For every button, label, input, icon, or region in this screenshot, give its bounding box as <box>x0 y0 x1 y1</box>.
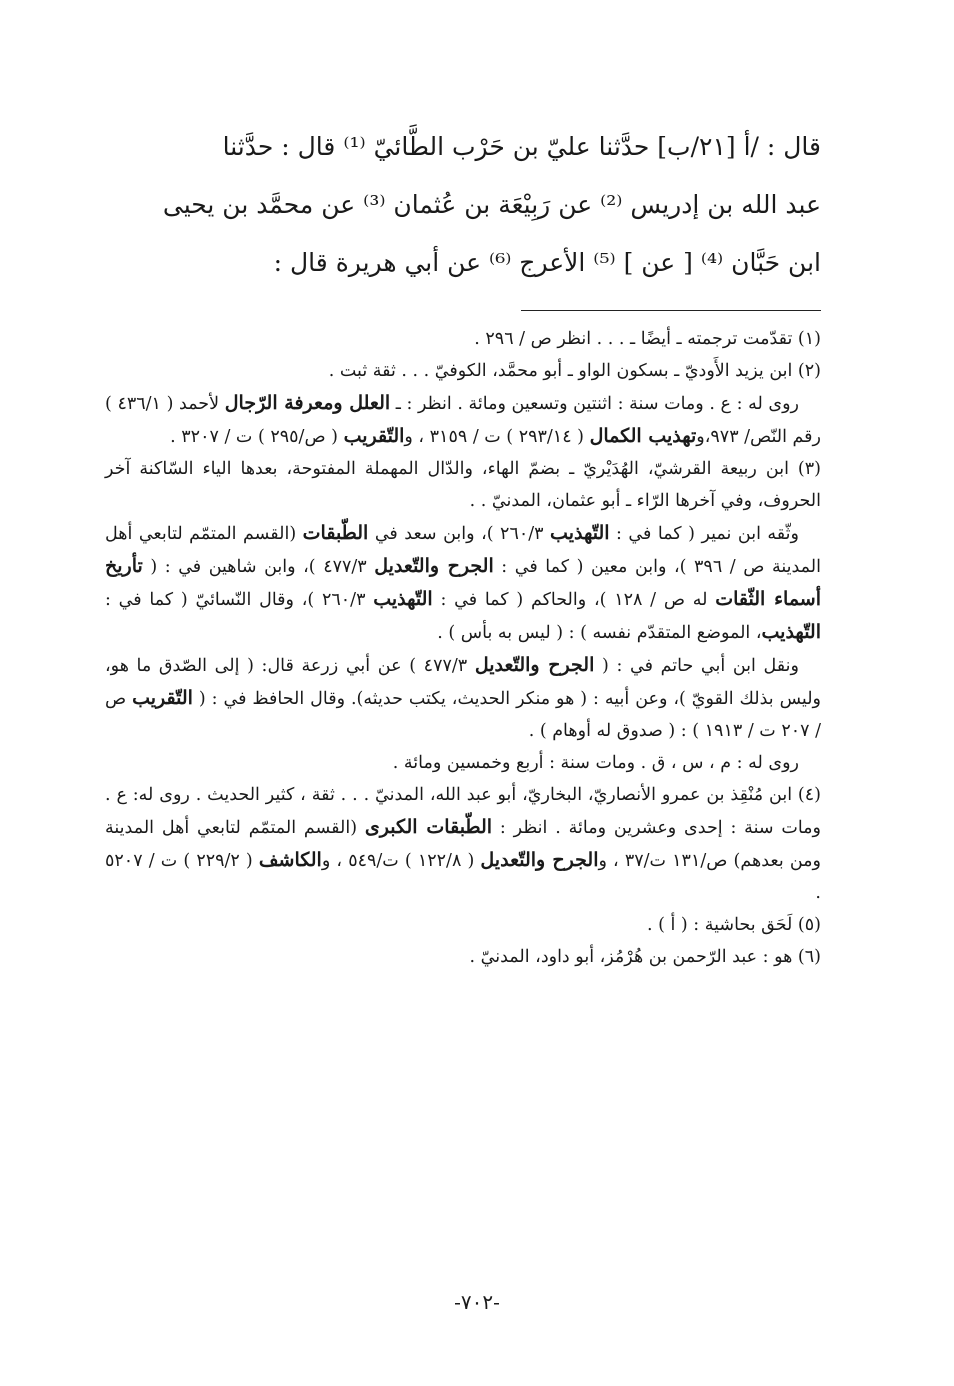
footnote-3-paragraph: ونقل ابن أبي حاتم في : ( الجرح والتّعديل ٤٧٧/٣ ) عن أبي زرعة قال: ( إلى الصّدق ما هو، وليس بذلك القويّ )، وعن أبيه : ( هو منكر الحديث، يكتب حديثه). وقال الحافظ في : ( التّقريب ص / ٢٠٧ ت / ١٩١٣ ) : ( صدوق له أوهام ) . <box>105 654 821 741</box>
book-title: تأريخ أسماء الثّقات <box>105 555 822 610</box>
footnote-4: (٤) ابن مُنْقِذ بن عمرو الأنصاريّ، البخاريّ، أبو عبد الله، المدنيّ . . . ثقة ، كثير الحديث . روى له: ع . ومات سنة : إحدى وعشرين ومائة . انظر : الطّبقات الكبرى (القسم المتمّم لتابعي أهل المدينة ومن بعدهم) ص/١٣١ ت/٣٧ ، والجرح والتّعديل ( ١٢٢/٨ ) ت/٥٤٩ ، والكاشف ( ٢٢٩/٢ ) ت / ٥٢٠٧ . <box>105 785 822 903</box>
book-title: الطّبقات الكبرى <box>364 816 493 838</box>
footnote-2-references: روى له : ع . ومات سنة : اثنتين وتسعين ومائة . انظر : ـ العلل ومعرفة الرّجال لأحمد ( ٤٣٦/١ ) رقم النّص/ ٩٧٣،وتهذيب الكمال ( ٢٩٣/١٤ ) ت / ٣١٥٩ ، والتّقريب ( ص/٢٩٥ ) ت / ٣٢٠٧ . <box>105 392 821 447</box>
main-line: عبد الله بن إدريس ⁽²⁾ عن رَبِيْعَة بن عُثمان ⁽³⁾ عن محمَّد بن يحيى <box>162 190 821 219</box>
main-line: قال : /أ [٢١/ب] حدَّثنا عليّ بن حَرْب الطَّائيّ ⁽¹⁾ قال : حدَّثنا <box>222 132 821 161</box>
book-title: الجرح والتّعديل <box>374 555 494 577</box>
book-title: تهذيب الكمال <box>589 425 697 447</box>
footnote-3: (٣) ابن ربيعة القرشيّ، الهُدَيْريّ ـ بضمّ الهاء، والدّال المهملة المفتوحة، بعدها الياء السّاكنة آخر الحروف، وفي آخرها الرّاء ـ أبو عثمان، المدنيّ . . <box>105 459 821 511</box>
book-title: التّهذيب <box>761 621 821 643</box>
main-text <box>105 118 821 292</box>
footnotes <box>105 323 821 973</box>
book-title: التّهذيب <box>373 588 433 610</box>
main-line: ابن حَبَّان ⁽⁴⁾ [ عن ] ⁽⁵⁾ الأعرج ⁽⁶⁾ عن أبي هريرة قال : <box>273 248 821 277</box>
footnote-3-paragraph: روى له : م ، س ، ق . ومات سنة : أربع وخمسين ومائة . <box>392 753 799 773</box>
page-body <box>105 118 821 973</box>
book-title: التّقريب <box>132 687 193 709</box>
book-title: الكاشف <box>258 849 322 871</box>
footnote-1: (١) تقدّمت ترجمته ـ أيضًا ـ . . . انظر ص / ٢٩٦ . <box>474 329 821 349</box>
book-title: التّهذيب <box>550 522 610 544</box>
book-title: العلل ومعرفة الرّجال <box>224 392 391 414</box>
book-title: التّقريب <box>343 425 405 447</box>
footnote-2: (٢) ابن يزيد الأَوديّ ـ بسكون الواو ـ أبو محمَّد، الكوفيّ . . . ثقة ثبت . <box>328 361 821 381</box>
book-title: الجرح والتّعديل <box>474 654 595 676</box>
footnote-separator <box>521 310 821 311</box>
footnote-6: (٦) هو : عبد الرّحمن بن هُرْمُز، أبو داود، المدنيّ . <box>469 947 821 967</box>
footnote-3-paragraph: وثّقه ابن نمير ( كما في : التّهذيب ٢٦٠/٣ )، وابن سعد في الطّبقات (القسم المتمّم لتابعي أهل المدينة ص / ٣٩٦ )، وابن معين ( كما في : الجرح والتّعديل ٤٧٧/٣ )، وابن شاهين في : ( تأريخ أسماء الثّقات له ص / ١٢٨ )، والحاكم ( كما في : التّهذيب ٢٦٠/٣ )، وقال النّسائيّ ( كما في : التّهذيب، الموضع المتقدّم نفسه ) : ( ليس به بأس ) . <box>105 522 822 643</box>
book-title: الجرح والتّعديل <box>480 849 599 871</box>
footnote-5: (٥) لَحَق بحاشية : ( أ ) . <box>646 915 821 935</box>
book-title: الطّبقات <box>302 522 369 544</box>
page-number: -٧٠٢- <box>454 1290 500 1314</box>
